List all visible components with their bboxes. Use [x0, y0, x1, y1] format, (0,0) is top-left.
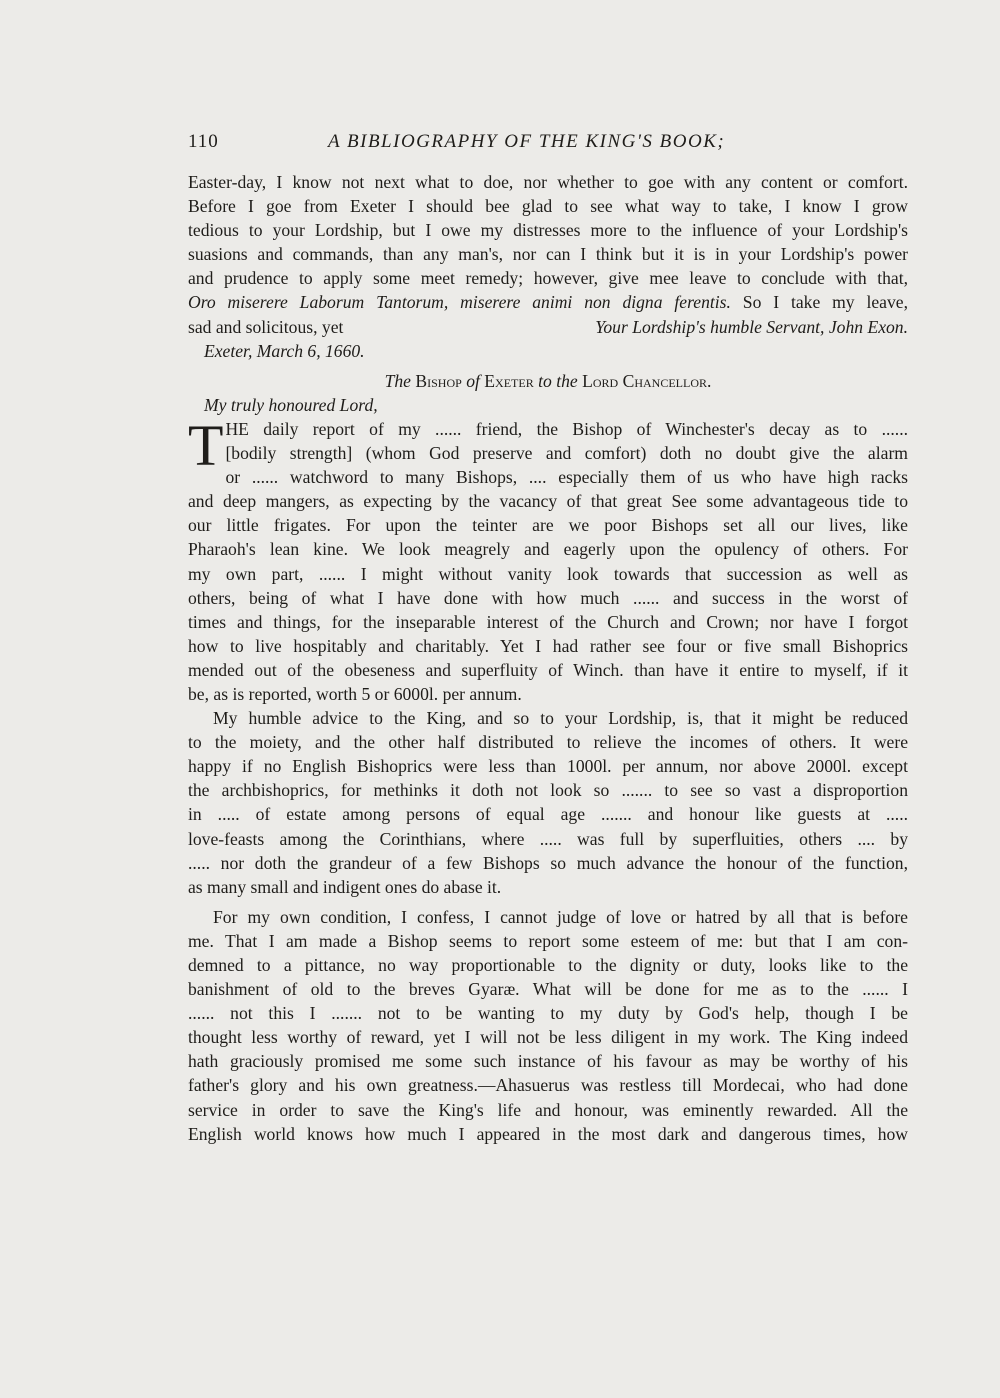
text-line: ..... nor doth the grandeur of a few Bishops so much advance the honour of the function, — [188, 852, 908, 873]
text-line: banishment of old to the breves Gyaræ. What will be done for me as to the ...... I — [188, 979, 908, 1000]
text-line: Easter-day, I know not next what to doe, nor whether to goe with any content or comfort. — [188, 172, 908, 192]
heading-word: Lord Chancellor. — [582, 370, 712, 391]
page-number: 110 — [188, 131, 219, 152]
heading-word: Exeter — [484, 370, 534, 391]
text-line: in ..... of estate among persons of equal age ....... and honour like guests at ..... — [188, 804, 908, 825]
text-line: father's glory and his own greatness.—Ahasuerus was restless till Mordecai, who had done — [188, 1075, 908, 1096]
paragraph-1 — [188, 412, 908, 706]
paragraph-2 — [188, 706, 908, 899]
text-line: Before I goe from Exeter I should bee glad to see what way to take, I know I grow — [188, 196, 908, 217]
text-line: For my own condition, I confess, I cannot judge of love or hatred by all that is before — [213, 906, 908, 927]
running-head — [188, 131, 908, 161]
heading-word: of — [466, 370, 480, 391]
latin-after: So I take my leave, — [742, 292, 908, 313]
text-line: tedious to your Lordship, but I owe my distresses more to the influence of your Lordship's — [188, 220, 908, 241]
text-line: ...... not this I ....... not to be wanting to my duty by God's help, though I be — [188, 1003, 908, 1024]
text-line: demned to a pittance, no way proportionable to the dignity or duty, looks like to the — [188, 955, 908, 975]
text-line: our little frigates. For upon the teinter are we poor Bishops set all our lives, like — [188, 515, 908, 536]
text-line: me. That I am made a Bishop seems to report some esteem of me: but that I am con- — [188, 930, 908, 951]
text-line: my own part, ...... I might without vanity look towards that succession as well as — [188, 563, 908, 584]
signoff — [188, 315, 908, 339]
text-line: happy if no English Bishoprics were less than 1000l. per annum, nor above 2000l. except — [188, 756, 908, 777]
text-line: as many small and indigent ones do abase it. — [188, 876, 502, 897]
text-line: to the moiety, and the other half distributed to relieve the incomes of others. It were — [188, 732, 908, 753]
signoff-right: Your Lordship's humble Servant, John Exon. — [595, 316, 908, 337]
text-line: be, as is reported, worth 5 or 6000l. per annum. — [188, 683, 522, 704]
heading-word: to — [538, 370, 552, 391]
letter-heading — [188, 369, 908, 393]
dateline: Exeter, March 6, 1660. — [204, 340, 365, 361]
text-line: and prudence to apply some meet remedy; however, give mee leave to conclude with that, — [188, 268, 908, 289]
text-line: how to live hospitably and charitably. Yet I had rather see four or five small Bishoprics — [188, 635, 908, 656]
body-text — [188, 170, 908, 1146]
text-line: mended out of the obeseness and superfluity of Winch. than have it entire to myself, if it — [188, 659, 908, 680]
letter1-paragraph — [188, 170, 908, 363]
text-line: the archbishoprics, for methinks it doth not look so ....... to see so vast a disproportion — [188, 780, 908, 801]
text-line: service in order to save the King's life and honour, was eminently rewarded. All the — [188, 1099, 908, 1120]
text-line: or ...... watchword to many Bishops, .... especially them of us who have high racks — [225, 467, 908, 488]
heading-word: the — [556, 370, 578, 391]
text-line: Pharaoh's lean kine. We look meagrely and eagerly upon the opulency of others. For — [188, 539, 908, 560]
latin-quote-line — [188, 290, 908, 314]
paragraph-3 — [188, 905, 908, 1146]
text-line: thought less worthy of reward, yet I will not be less diligent in my work. The King indeed — [188, 1027, 908, 1048]
signoff-left: sad and solicitous, yet — [188, 316, 344, 337]
text-line: hath graciously promised me some such instance of his favour as may be worthy of his — [188, 1051, 908, 1072]
heading-word: The — [384, 370, 411, 391]
text-line: and deep mangers, as expecting by the vacancy of that great See some advantageous tide to — [188, 491, 908, 512]
text-line: My humble advice to the King, and so to your Lordship, is, that it might be reduced — [213, 708, 908, 729]
heading-word: Bishop — [415, 370, 462, 391]
drop-cap: T — [188, 412, 224, 478]
text-line: [bodily strength] (whom God preserve and comfort) doth no doubt give the alarm — [225, 443, 908, 464]
running-title: A BIBLIOGRAPHY OF THE KING'S BOOK; — [328, 131, 726, 152]
text-line: suasions and commands, than any man's, nor can I think but it is in your Lordship's power — [188, 244, 908, 265]
latin-quote: Oro miserere Laborum Tantorum, miserere animi non digna ferentis. — [188, 292, 731, 313]
text-line: love-feasts among the Corinthians, where ..... was full by superfluities, others .... by — [188, 828, 908, 849]
salutation: My truly honoured Lord, — [204, 394, 378, 415]
text-line: HE daily report of my ...... friend, the Bishop of Winchester's decay as to ...... — [225, 418, 908, 439]
text-line: others, being of what I have done with how much ...... and success in the worst of — [188, 587, 908, 608]
text-line: English world knows how much I appeared in the most dark and dangerous times, how — [188, 1123, 908, 1144]
text-line: times and things, for the inseparable interest of the Church and Crown; nor have I forgot — [188, 611, 908, 632]
